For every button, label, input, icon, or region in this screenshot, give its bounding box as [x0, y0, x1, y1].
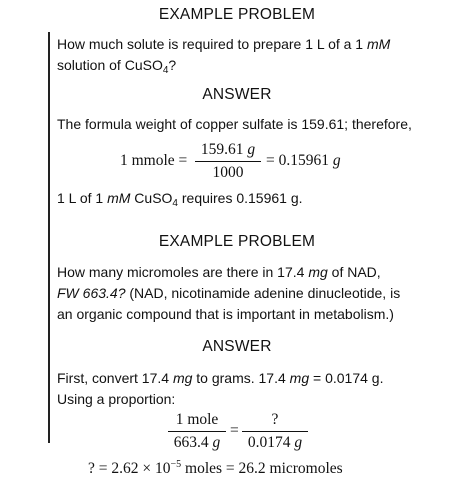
answer-heading-1: ANSWER — [202, 86, 272, 103]
margin-rule-top — [48, 32, 50, 290]
example-problem-heading-1: EXAMPLE PROBLEM — [158, 6, 316, 23]
proportion-equals: = — [230, 422, 239, 439]
problem-1-question: How much solute is required to prepare 1 L of a 1 mM solution of CuSO$_4$? — [57, 36, 391, 76]
mmole-equation-lhs: 1 mmole = — [120, 152, 188, 169]
mmole-fraction: 159.61 g 1000 — [195, 140, 261, 183]
answer-heading-2: ANSWER — [202, 338, 272, 355]
answer-2-text: First, convert 17.4 mg to grams. 17.4 mg = 0.0174 g. Using a proportion: — [57, 370, 384, 407]
problem-2-question: How many micromoles are there in 17.4 mg of NAD, FW 663.4? (NAD, nicotinamide adenine dinucleotide, is an organic compound that is important in metabolism.) — [57, 264, 401, 322]
example-problem-heading-2: EXAMPLE PROBLEM — [158, 233, 316, 250]
proportion-fraction-left: 1 mole 663.4 g — [168, 410, 226, 453]
answer-1-conclusion: 1 L of 1 mM CuSO$_4$ requires 0.15961 g. — [57, 190, 303, 209]
answer-1-text: The formula weight of copper sulfate is 159.61; therefore, — [57, 116, 412, 132]
micromoles-result: ? = $2.62 \times 10^{-5}$ moles = 26.2 micromoles — [88, 459, 343, 477]
mmole-equation-rhs: = 0.15961 g — [266, 152, 341, 169]
proportion-fraction-right: ? 0.0174 g — [242, 410, 308, 453]
